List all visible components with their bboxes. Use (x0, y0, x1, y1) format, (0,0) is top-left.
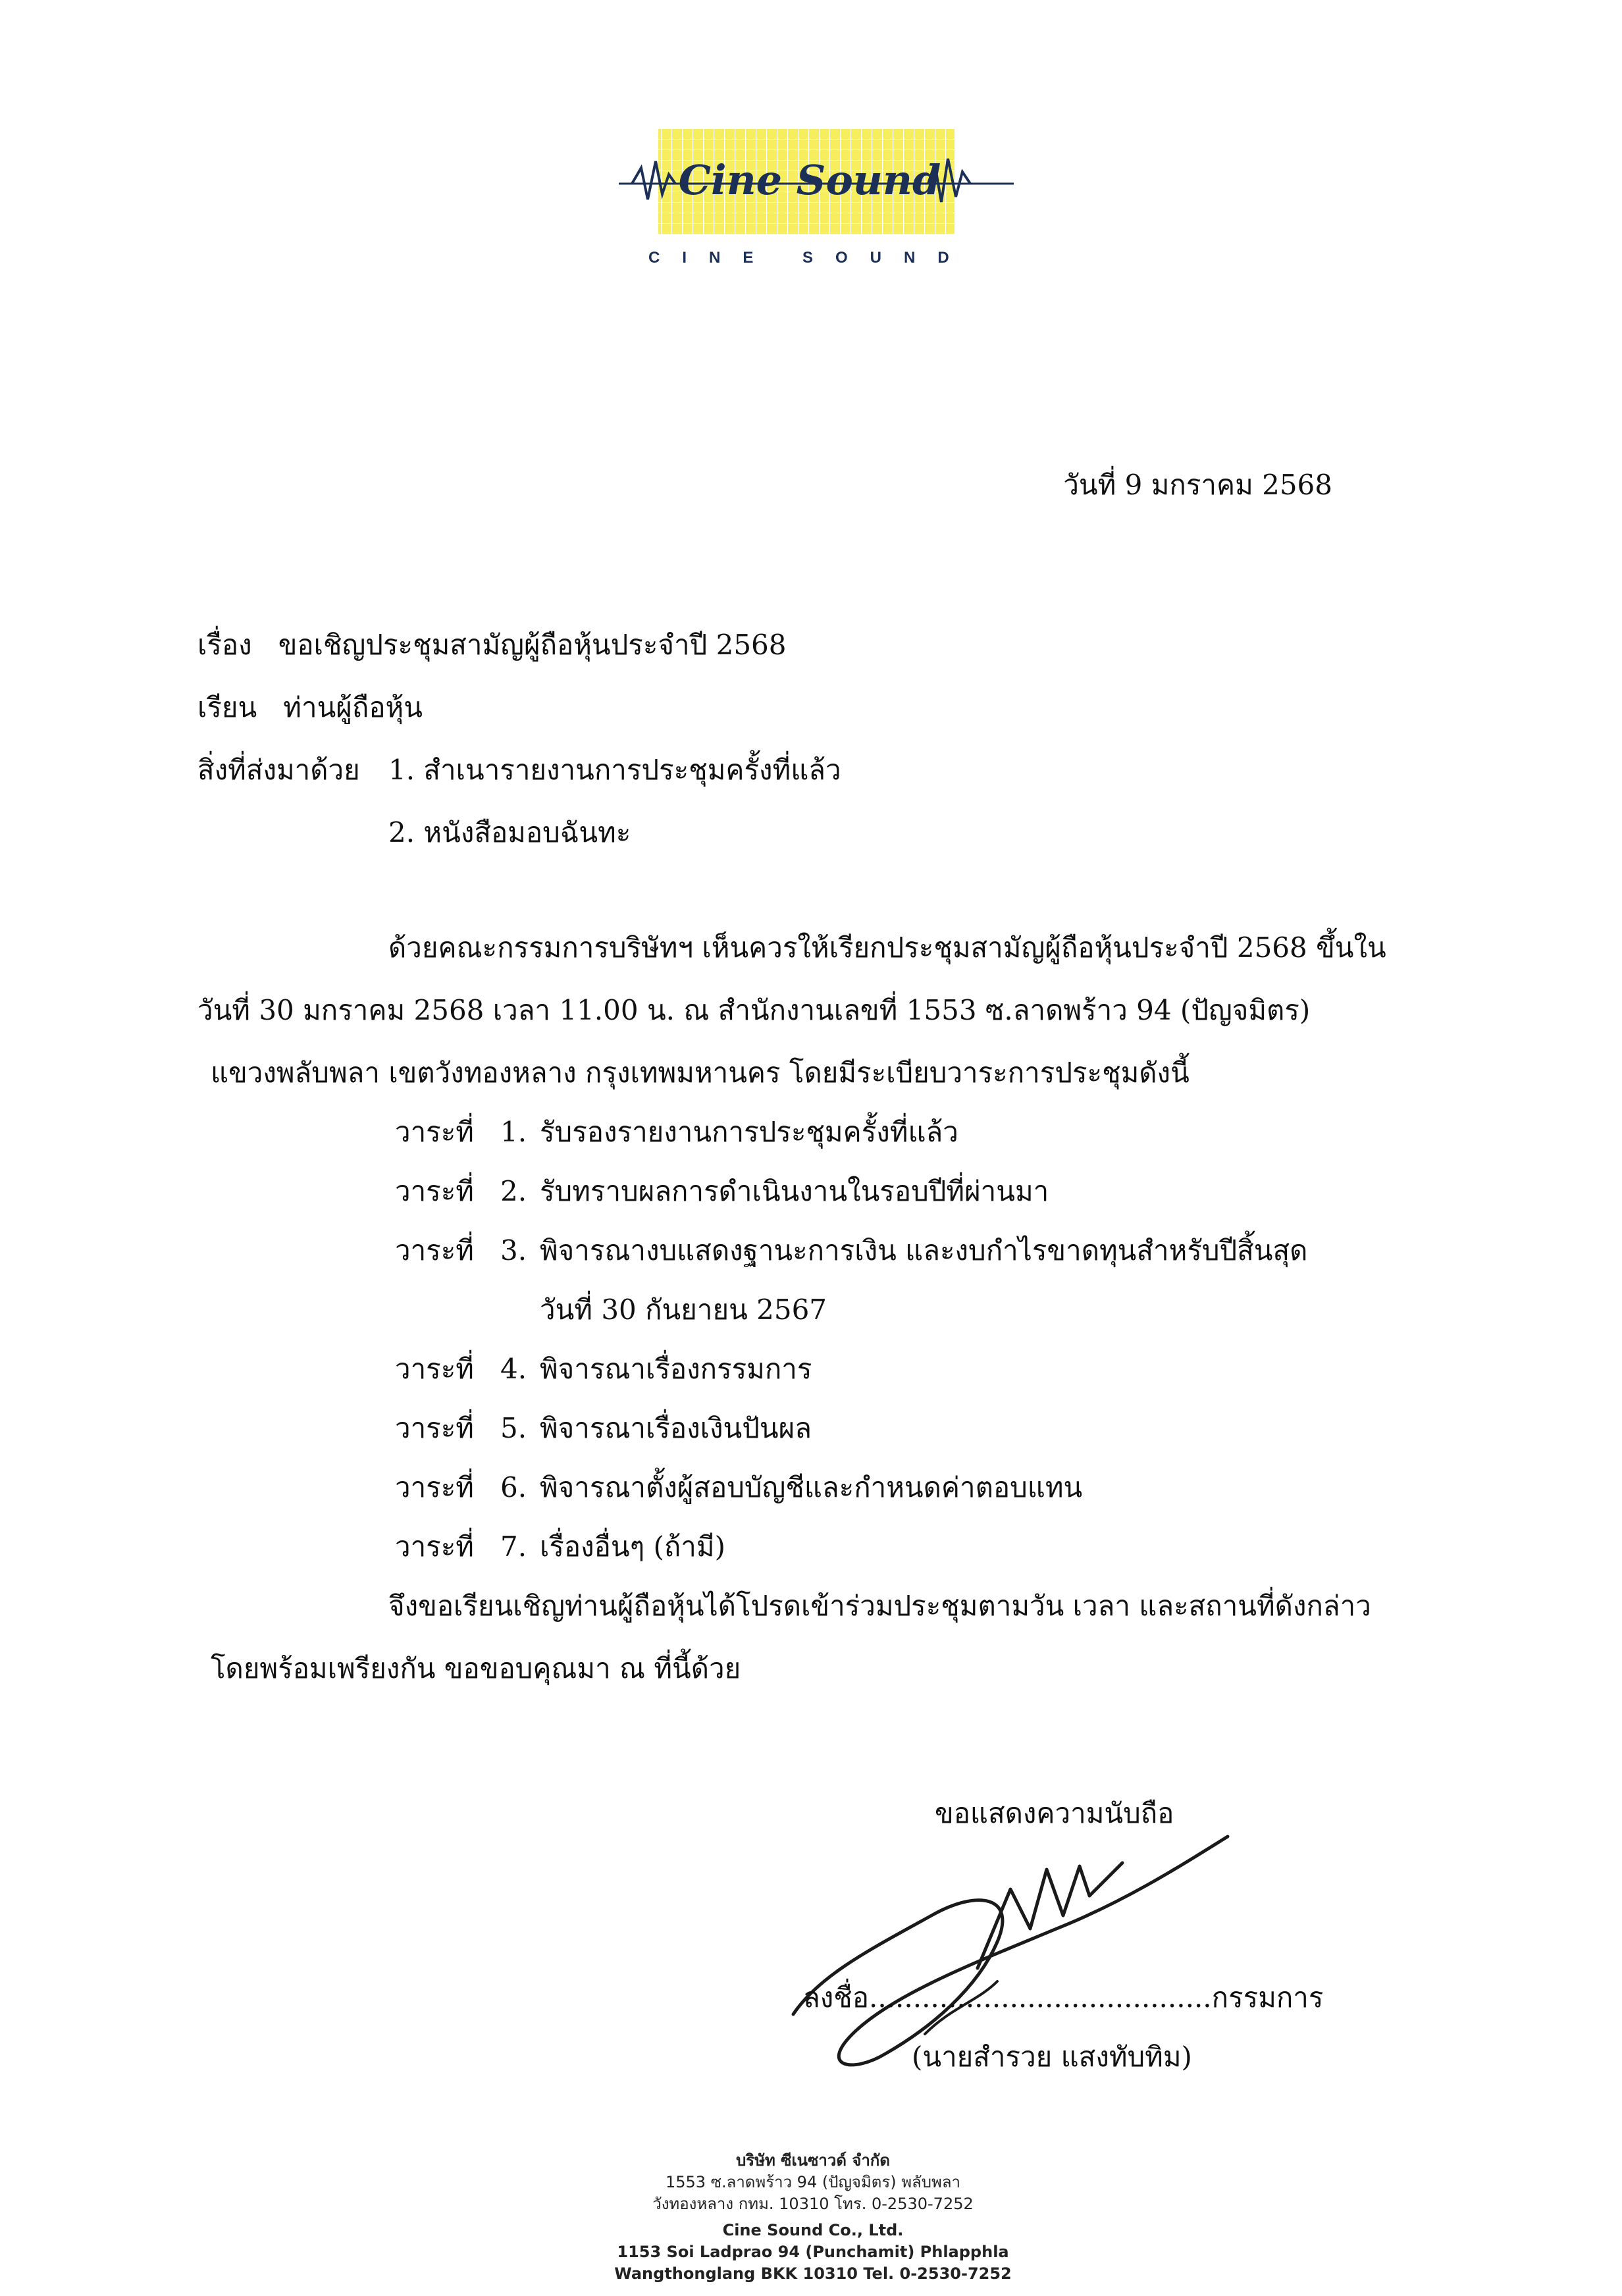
body-paragraph-line: วันที่ 30 มกราคม 2568 เวลา 11.00 น. ณ สำนักงานเลขที่ 1553 ซ.ลาดพร้าว 94 (ปัญจมิตร) (197, 994, 1311, 1026)
letter-date: วันที่ 9 มกราคม 2568 (1063, 469, 1332, 501)
agenda-number: 4. (500, 1353, 527, 1385)
agenda-text: พิจารณาตั้งผู้สอบบัญชีและกำหนดค่าตอบแทน (540, 1471, 1083, 1503)
to-label: เรียน (197, 691, 257, 723)
agenda-number: 1. (500, 1116, 527, 1148)
body-paragraph-line: แขวงพลับพลา เขตวังทองหลาง กรุงเทพมหานคร โดยมีระเบียบวาระการประชุมดังนี้ (211, 1057, 1190, 1089)
closing-line: โดยพร้อมเพรียงกัน ขอขอบคุณมา ณ ที่นี้ด้วย (211, 1652, 741, 1684)
agenda-label: วาระที่ (395, 1471, 474, 1503)
regards: ขอแสดงความนับถือ (935, 1797, 1174, 1829)
to-text: ท่านผู้ถือหุ้น (283, 691, 423, 723)
agenda-number: 6. (500, 1471, 527, 1503)
agenda-label: วาระที่ (395, 1353, 474, 1385)
agenda-label: วาระที่ (395, 1175, 474, 1207)
cine-sound-logo (619, 128, 1014, 234)
enclosure-item: 2. หนังสือมอบฉันทะ (388, 816, 631, 848)
logo-wordmark: Cine Sound (678, 156, 941, 204)
agenda-number: 7. (500, 1530, 527, 1563)
agenda-number: 5. (500, 1412, 527, 1444)
logo-subtitle: CINE SOUND (648, 249, 972, 267)
agenda-number: 3. (500, 1234, 527, 1266)
footer-company-thai: บริษัท ซีเนซาวด์ จำกัด (736, 2151, 890, 2170)
agenda-text: รับทราบผลการดำเนินงานในรอบปีที่ผ่านมา (540, 1175, 1049, 1207)
agenda-text: รับรองรายงานการประชุมครั้งที่แล้ว (540, 1116, 958, 1148)
subject-text: ขอเชิญประชุมสามัญผู้ถือหุ้นประจำปี 2568 (278, 629, 787, 661)
footer-address-english: 1153 Soi Ladprao 94 (Punchamit) Phlapphla (617, 2243, 1009, 2261)
signature-line: ลงชื่อ.......................................กรรมการ (803, 1981, 1324, 2014)
subject-label: เรื่อง (197, 629, 252, 661)
agenda-label: วาระที่ (395, 1412, 474, 1444)
agenda-text: เรื่องอื่นๆ (ถ้ามี) (540, 1530, 725, 1563)
enclosures-label: สิ่งที่ส่งมาด้วย (197, 754, 360, 786)
closing-line: จึงขอเรียนเชิญท่านผู้ถือหุ้นได้โปรดเข้าร่วมประชุมตามวัน เวลา และสถานที่ดังกล่าว (388, 1590, 1371, 1622)
agenda-text-continued: วันที่ 30 กันยายน 2567 (540, 1293, 827, 1326)
agenda-label: วาระที่ (395, 1234, 474, 1266)
agenda-text: พิจารณางบแสดงฐานะการเงิน และงบกำไรขาดทุนสำหรับปีสิ้นสุด (540, 1234, 1308, 1266)
agenda-label: วาระที่ (395, 1116, 474, 1148)
footer-address-thai: 1553 ซ.ลาดพร้าว 94 (ปัญจมิตร) พลับพลา (665, 2173, 961, 2191)
subject-line (197, 629, 787, 662)
enclosure-item: 1. สำเนารายงานการประชุมครั้งที่แล้ว (388, 754, 841, 786)
agenda-text: พิจารณาเรื่องเงินปันผล (540, 1412, 812, 1444)
agenda-number: 2. (500, 1175, 527, 1207)
to-line (197, 691, 423, 724)
footer-company-english: Cine Sound Co., Ltd. (722, 2221, 904, 2239)
agenda-label: วาระที่ (395, 1530, 474, 1563)
footer-address-thai: วังทองหลาง กทม. 10310 โทร. 0-2530-7252 (652, 2195, 974, 2213)
agenda-text: พิจารณาเรื่องกรรมการ (540, 1353, 812, 1385)
signatory-name: (นายสำรวย แสงทับทิม) (912, 2041, 1192, 2073)
footer-address-english: Wangthonglang BKK 10310 Tel. 0-2530-7252 (614, 2264, 1012, 2283)
body-paragraph-line: ด้วยคณะกรรมการบริษัทฯ เห็นควรให้เรียกประชุมสามัญผู้ถือหุ้นประจำปี 2568 ขึ้นใน (388, 931, 1386, 964)
